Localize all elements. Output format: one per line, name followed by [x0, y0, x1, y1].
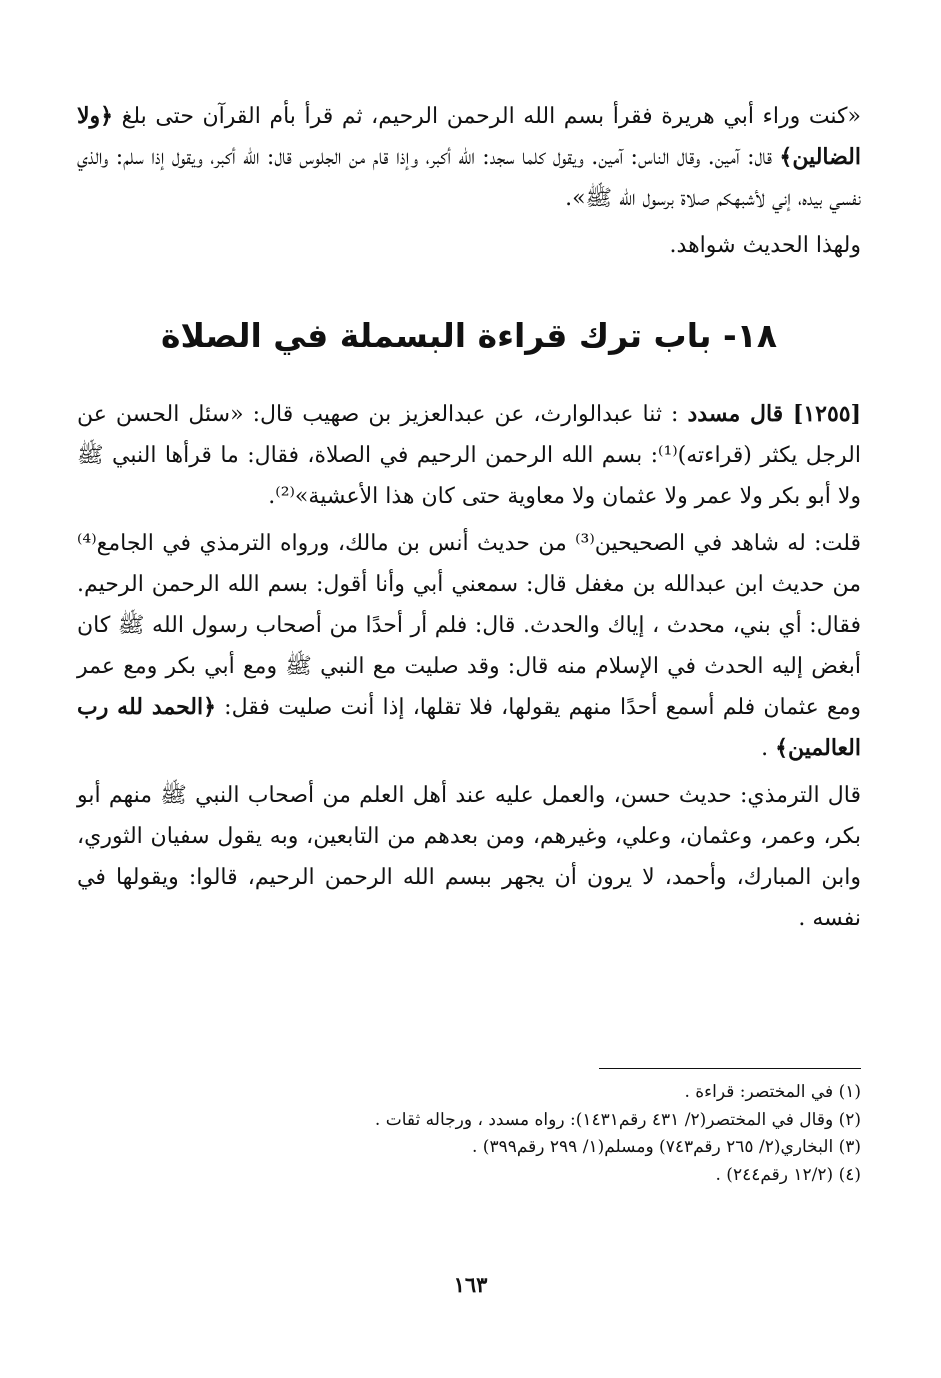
commentary-text-part-2: . — [761, 736, 776, 761]
page-number: ١٦٣ — [453, 1272, 488, 1297]
commentary-paragraph — [77, 523, 861, 769]
intro-hadith-paragraph — [77, 96, 861, 219]
hadith-paragraph — [77, 394, 861, 517]
commentary-quran-quote: ﴿الحمد لله رب العالمين﴾ — [77, 694, 861, 761]
footnote-4: (٤) (١٢/٢ رقم٢٤٤) . — [715, 1164, 861, 1185]
commentary-text-part-1: قلت: له شاهد في الصحيحين⁽³⁾ من حديث أنس بن مالك، ورواه الترمذي في الجامع⁽⁴⁾ من حديث ابن عبدالله بن مغفل قال: سمعني أبي وأنا أقول: بسم الله الرحمن الرحيم. فقال: أي بني، محدث ، إياك والحدث. قال: فلم أر أحدًا من أصحاب رسول الله ﷺ كان أبغض إليه الحدث في الإسلام منه قال: وقد صليت مع النبي ﷺ ومع أبي بكر ومع عمر ومع عثمان فلم أسمع أحدًا منهم يقولها، فلا تقلها، إذا أنت صليت فقل: — [77, 531, 861, 720]
hadith-text: : ثنا عبدالوارث، عن عبدالعزيز بن صهيب قال: «سئل الحسن عن الرجل يكثر (قراءته)⁽¹⁾: بسم الله الرحمن الرحيم في الصلاة، فقال: ما قرأها النبي ﷺ ولا أبو بكر ولا عمر ولا عثمان ولا معاوية حتى كان هذا الأعشية»⁽²⁾. — [77, 402, 861, 509]
footnote-divider — [599, 1068, 861, 1069]
intro-text-part-2: قال: آمين. وقال الناس: آمين. ويقول كلما سجد: الله أكبر، وإذا قام من الجلوس قال: الله أكبر، ويقول إذا سلم: والذي نفسي بيده، إني لأشبهكم صلاة برسول الله ﷺ». — [77, 145, 861, 211]
footnotes-section — [77, 1068, 861, 1189]
intro-text-part-1: «كنت وراء أبي هريرة فقرأ بسم الله الرحمن الرحيم، ثم قرأ بأم القرآن حتى بلغ — [113, 104, 861, 129]
hadith-number: [١٢٥٥] — [792, 401, 861, 427]
footnote-3: (٣) البخاري(٢/ ٢٦٥ رقم٧٤٣) ومسلم(١/ ٢٩٩ رقم٣٩٩) . — [471, 1137, 861, 1157]
chapter-title: ١٨- باب ترك قراءة البسملة في الصلاة — [161, 316, 777, 355]
intro-quran-quote: ﴿ولا الضالين﴾ — [77, 103, 861, 170]
main-text — [77, 96, 861, 939]
footnote-1: (١) في المختصر: قراءة . — [684, 1082, 861, 1102]
tirmidhi-paragraph: قال الترمذي: حديث حسن، والعمل عليه عند أهل العلم من أصحاب النبي ﷺ منهم أبو بكر، وعمر، وعثمان، وعلي، وغيرهم، ومن بعدهم من التابعين، وبه يقول سفيان الثوري، وابن المبارك، وأحمد، لا يرون أن يجهر ببسم الله الرحمن الرحيم، قالوا: ويقولها في نفسه . — [77, 783, 861, 931]
footnote-2: (٢) وقال في المختصر(٢/ ٤٣١ رقم١٤٣١): رواه مسدد ، ورجاله ثقات . — [374, 1109, 861, 1130]
hadith-narrator: قال مسدد — [687, 401, 793, 427]
intro-note: ولهذا الحديث شواهد. — [669, 233, 861, 258]
